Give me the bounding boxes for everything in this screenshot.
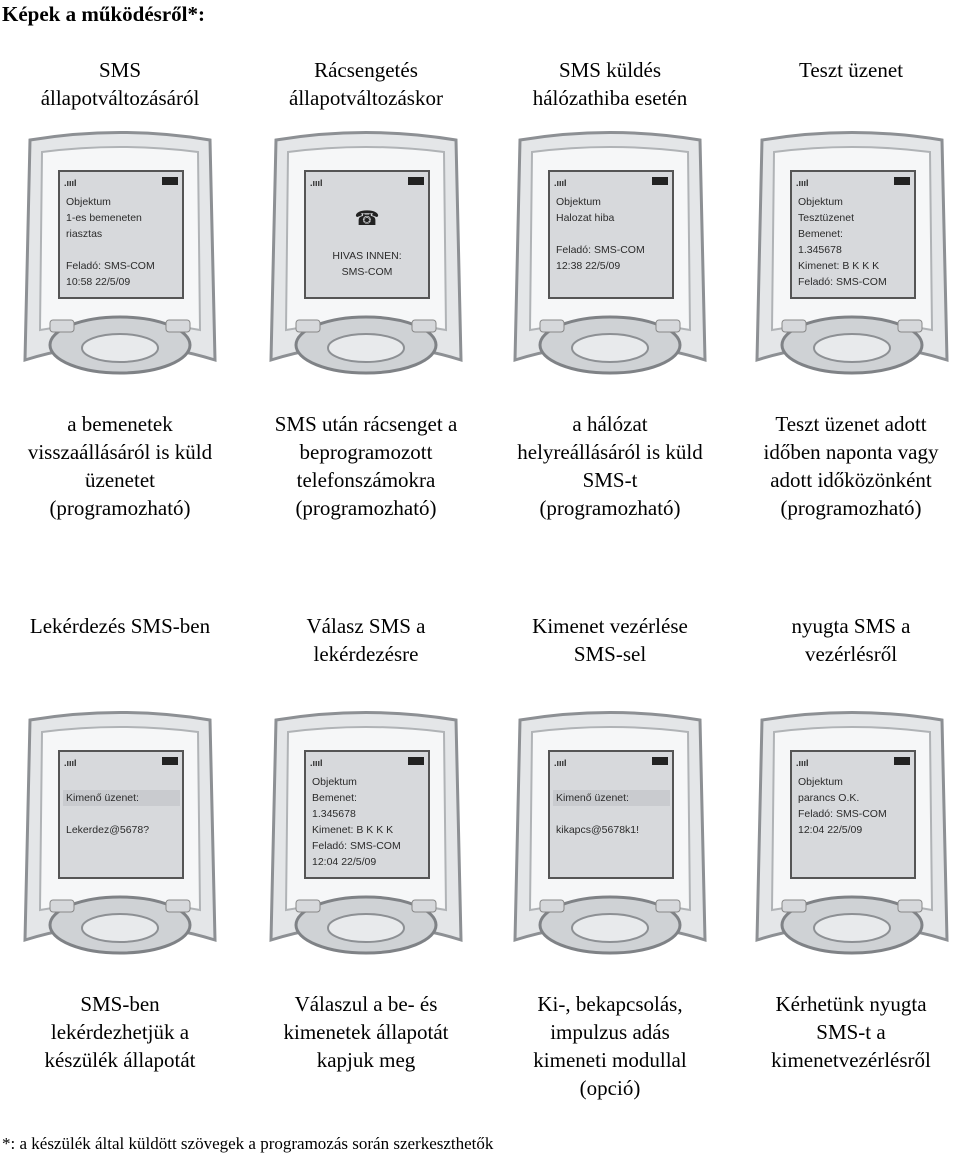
outgoing-text: kikapcs@5678k1! xyxy=(556,824,640,836)
battery-icon xyxy=(894,177,910,185)
phone-image-2 xyxy=(266,130,466,380)
screen-message: Objektum Tesztüzenet Bemenet: 1.345678 Kimenet: B K K K Feladó: SMS-COM xyxy=(798,196,887,288)
screen-message xyxy=(66,774,178,838)
battery-icon xyxy=(408,757,424,765)
signal-icon: .ıııl xyxy=(554,758,567,768)
battery-icon xyxy=(652,177,668,185)
heading-sms-query: Lekérdezés SMS-ben xyxy=(29,614,211,638)
heading-query-reply: Válasz SMS a lekérdezésre xyxy=(306,614,426,666)
battery-icon xyxy=(652,757,668,765)
signal-icon: .ıııl xyxy=(796,178,809,188)
phone-ring-icon: ☎ xyxy=(354,208,380,230)
screen-message: Objektum Halozat hiba Feladó: SMS-COM 12:38 22/5/09 xyxy=(556,196,645,272)
battery-icon xyxy=(894,757,910,765)
phone-screen xyxy=(548,750,674,879)
outgoing-text: Lekerdez@5678? xyxy=(66,824,150,836)
description-output-control: Ki-, bekapcsolás, impulzus adás kimeneti modullal (opció) xyxy=(533,992,687,1100)
signal-icon: .ıııl xyxy=(796,758,809,768)
description-sms-state-change: a bemenetek visszaállásáról is küld üzenetet (programozható) xyxy=(27,412,213,520)
outgoing-header: Kimenő üzenet: xyxy=(63,790,180,806)
outgoing-header: Kimenő üzenet: xyxy=(553,790,670,806)
heading-output-control: Kimenet vezérlése SMS-sel xyxy=(532,614,688,666)
footnote: *: a készülék által küldött szövegek a programozás során szerkeszthetők xyxy=(2,1134,494,1153)
phone-image-4 xyxy=(752,130,952,380)
battery-icon xyxy=(408,177,424,185)
page-title: Képek a működésről*: xyxy=(2,2,206,26)
screen-message: Objektum Bemenet: 1.345678 Kimenet: B K K K Feladó: SMS-COM 12:04 22/5/09 xyxy=(312,776,401,868)
phone-screen xyxy=(790,170,916,299)
phone-screen xyxy=(58,170,184,299)
phone-image-8 xyxy=(752,710,952,960)
battery-icon xyxy=(162,757,178,765)
screen-message: Objektum 1-es bemeneten riasztas Feladó: SMS-COM 10:58 22/5/09 xyxy=(66,196,155,288)
description-query-reply: Válaszul a be- és kimenetek állapotát kapjuk meg xyxy=(283,992,449,1072)
signal-icon: .ıııl xyxy=(64,178,77,188)
phone-image-6 xyxy=(266,710,466,960)
phone-screen xyxy=(58,750,184,879)
incoming-call xyxy=(306,190,428,280)
phone-image-7 xyxy=(510,710,710,960)
heading-control-receipt: nyugta SMS a vezérlésről xyxy=(791,614,911,666)
signal-icon: .ıııl xyxy=(64,758,77,768)
signal-icon: .ıııl xyxy=(310,178,323,188)
phone-screen xyxy=(304,170,430,299)
screen-message: Objektum parancs O.K. Feladó: SMS-COM 12:04 22/5/09 xyxy=(798,776,887,836)
phone-screen xyxy=(548,170,674,299)
description-test-message: Teszt üzenet adott időben naponta vagy adott időközönként (programozható) xyxy=(763,412,939,520)
heading-ring-state-change: Rácsengetés állapotváltozáskor xyxy=(289,58,443,110)
description-sms-query: SMS-ben lekérdezhetjük a készülék állapotát xyxy=(44,992,196,1072)
signal-icon: .ıııl xyxy=(310,758,323,768)
phone-image-3 xyxy=(510,130,710,380)
battery-icon xyxy=(162,177,178,185)
phone-screen xyxy=(304,750,430,879)
description-network-error-sms: a hálózat helyreállásáról is küld SMS-t (programozható) xyxy=(517,412,703,520)
phone-image-1 xyxy=(20,130,220,380)
phone-image-5 xyxy=(20,710,220,960)
description-ring-state-change: SMS után rácsenget a beprogramozott telefonszámokra (programozható) xyxy=(274,412,458,520)
description-control-receipt: Kérhetünk nyugta SMS-t a kimenetvezérlésről xyxy=(771,992,931,1072)
heading-test-message: Teszt üzenet xyxy=(798,58,904,82)
screen-message xyxy=(556,774,668,838)
phone-screen xyxy=(790,750,916,879)
signal-icon: .ıııl xyxy=(554,178,567,188)
heading-sms-state-change: SMS állapotváltozásáról xyxy=(40,58,200,110)
call-text: HIVAS INNEN: SMS-COM xyxy=(332,250,402,278)
heading-network-error-sms: SMS küldés hálózathiba esetén xyxy=(532,58,688,110)
